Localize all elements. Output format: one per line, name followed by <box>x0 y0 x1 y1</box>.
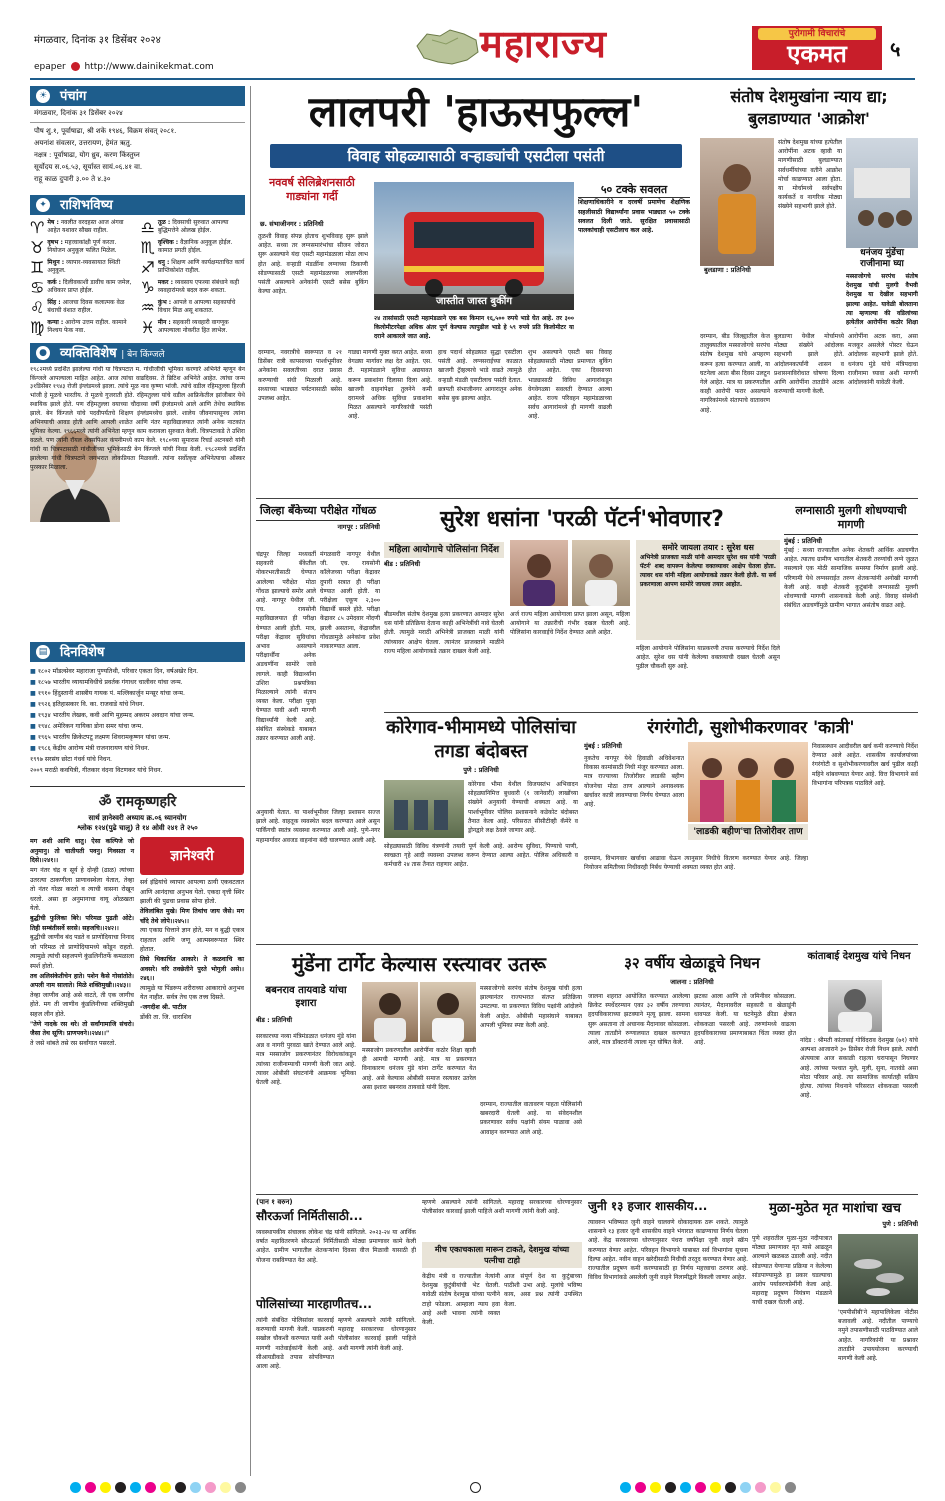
lead-col-4: हाच पदार्थ सोहळ्यात सुद्धा एसटीला पसंती आहे. लग्नसराईच्या काळात खाजगी ट्रॅव्हल्सचे भाडे वाढते त्यामुळे वऱ्हाडी मंडळी एसटीलाच पसंती देतात. छत्रपती संभाजीनगर आगारातून अनेक बसेस बुक झाल्या आहेत. <box>438 349 522 403</box>
obituary-headline: कांताबाई देशमुख यांचे निधन <box>807 951 911 962</box>
river-byline: पुणे : प्रतिनिधी <box>882 1220 918 1228</box>
lead-col-1: तुळशी विवाह संपन्न होताच शुभविवाह सुरू झाले आहेत. सध्या तर लग्नसमारंभांचा सीजन जोरात सुरू असल्याने यंदा एसटी महामंडळाला मोठा लाभ होत आहे. वऱ्हाडी मंडळींना लग्नाच्या ठिकाणी सोडण्यासाठी एसटी महामंडळाच्या लालपरीला पसंती असल्याने अनेकांनी एसटी बसेस बुकिंग केल्या आहेत. <box>258 233 368 296</box>
lead-story <box>256 86 696 496</box>
epaper-label: epaper http://www.dainikekmat.com <box>34 62 214 72</box>
rashi-grid <box>30 215 245 337</box>
munde-col-4: दरम्यान, राज्यातील वातावरण पाहता पोलिसांनी खबरदारी घेतली आहे. या संवेदनशील प्रकरणावर सर्वच पक्षांनी संयम पाळावा असे आवाहन करण्यात आले आहे. <box>480 1101 582 1136</box>
wife-head: मीच एकाचकाला मारून टाकते, देशमुख यांच्या पत्नीचा टाहो <box>422 1242 582 1268</box>
munde-byline: बीड : प्रतिनिधी <box>256 1016 293 1024</box>
obituary <box>800 950 918 1190</box>
kantabai-photo <box>828 980 882 1032</box>
aries-icon: ♈ <box>30 217 45 237</box>
page-number: ५ <box>890 37 901 61</box>
munde-story <box>256 950 582 1190</box>
scorpio-icon: ♏ <box>140 237 155 257</box>
rashi-header: ✦ राशिभविष्य <box>30 195 245 215</box>
divider-h2 <box>384 712 918 713</box>
deshmukh-col-4: बुलडाणा येथील मोर्चामध्ये मोठ्या संख्येने आंदोलक सहभागी झाले होते. आंदोलनकर्त्यांनी शासन व प्रशासनाविरोधात घोषणा दिल्या आणि आरोपींना तातडीने अटक करण्याची मागणी केली. <box>774 333 844 396</box>
person-header: ● व्यक्तिविशेष | बेन किंग्जले <box>30 343 245 363</box>
rk-title: ॐ रामकृष्णहरि <box>98 793 177 810</box>
player-col-1: जालना शहरात आयोजित करण्यात आलेल्या क्रिकेट स्पर्धेदरम्यान एका ३२ वर्षीय तरुणाचा हृदयविकाराच्या झटक्याने मृत्यू झाला. सामना सुरू असताना तो अचानक मैदानावर कोसळला. त्याला तातडीने रुग्णालयात दाखल करण्यात आले, मात्र डॉक्टरांनी त्याला मृत घोषित केले. <box>588 993 690 1047</box>
rashi-item: ♏ वृश्चिक : वैज्ञानिक अनुकूल होईल. कामात प्रगती होईल. <box>140 237 233 257</box>
list-item: १९९७ सरसंघ छोटा गंधर्व यांचे निधन. <box>30 755 113 763</box>
munde-side: बबनराव तायवाडे यांचा इशारा <box>265 985 347 1009</box>
prajakta-photo <box>510 540 568 606</box>
dead-fish-photo <box>838 1234 918 1304</box>
gemini-icon: ♊ <box>30 257 45 277</box>
ramkrishna-box: ॐ रामकृष्णहरि सार्थ ज्ञानेश्वरी अध्याय क्र.०६ ध्यानयोग श्लोक १२४(पुढे चालू) ते १४ ओवी २४१ ते २५० मग शशी आणि धातु। ऐसा कल्पिजे जो अनुमानु। तो चातीयती पवनु। गिवसता न दिसे।।२४१।। मग नंतर चंद्र व सूर्य हे दोन्ही (ढाळ) त्यांच्या उतरत्या ठाकणीला प्राणावस्थेला येतात, तेव्हा तो नंतर गोळा करतो व त्याची वासना रोखून धरतो. असा हा अनुमानाचा वायू ओळखता येतो. बुद्धीची फुलिका बिरे। परिमळ पुढती ओटे। तिही सम्बंतीसर्वे सरसे। सहजचि।।२४२।। बुद्धीची जाणीव बंद पडते व प्राणोदियाचा निनाद जो परिमळ तो प्राणोदियामध्ये कोंडून राहतो. त्यामुळे त्यांची सहजपणे कुंडलिनीतर्फे कमळाला स्पर्श होतो. तव अलिसंकेतीचेन हाते। पशेन कैसे गोसांतोते। अपली नाम सालाते। मिळे शक्तिमुखी।।२४३।। तेव्हा जाणीव आहे असे वाटते, ती एक जागीच होते. मग ती जाणीव कुंडलिनीच्या शक्तिमुखी सहज लीन होते. "तेणे नादके रस थरे। तो सर्वांगामाजि संचरो। जैसा तेथ सूणि। प्राणपवने।।२४४।।" ते जसे थांबते तसे रस सर्वांगात पसरतो. ज्ञानेश्वरी सर्व इंद्रियांचे व्यापार आपल्या ठायी एकवटतात आणि आनंदाचा अनुभव येतो. एकदा वृत्ती स्थिर झाली की पुढचा प्रवास सोपा होतो. तेविलांबित मुखे। मिण तिथांच जाय जैसे। मग चाँदे तेथे लोपे।।२४५।। त्या एकाग्र चित्ताने ज्ञान होते, मन व बुद्धी एकत्र राहतात आणि जणू आत्मस्वरूपात स्थिर होतात. तिसे थिकाचिंत आकारे। ते कळवाचि का अवसरे। वरि तवछेतीने पुरते भोगुली असे।।२४६।। त्यामुळे या पिंडरूप शरीराच्या आकाराचे अनुभव येत नाहीत. सर्वत्र तेच एक तत्त्व दिसते. -जगदीश श्री. पाटील डोंकी ता. जि. धाराशिव <box>30 786 245 1266</box>
dinvishesh-list <box>30 662 245 776</box>
rk-sub2: श्लोक १२४(पुढे चालू) ते १४ ओवी २४१ ते २५० <box>77 823 198 832</box>
rashi-item: ♌ सिंह : आजचा दिवस कलात्मक वेळ बंधाची वंशात राहील. <box>30 297 125 317</box>
lead-deck: विवाह सोहळ्यासाठी वऱ्हाड्यांची एसटीला पसंती <box>270 144 682 168</box>
column-divider <box>250 86 251 1476</box>
virgo-icon: ♍ <box>30 317 45 337</box>
police-col-1: त्यांनी संबंधित पोलिसांवर कारवाई करण्याची मागणी केली. याप्रकरणी सखोल चौकशी करण्यात यावी अशी मागणी नातेवाईकांनी केली आहे. सीआयडीकडे तपास सोपविण्यात आला आहे. <box>256 1317 334 1371</box>
lead-byline: छ. संभाजीनगर : प्रतिनिधी <box>260 220 324 228</box>
cancer-icon: ♋ <box>30 277 45 297</box>
deshmukh-col-1: संतोष देशमुख यांच्या हत्येतील आरोपींना अटक व्हावी या मागणीसाठी बुलडाण्यात सर्वधर्मीयांच्या वतीने आक्रोश मोर्चा काढण्यात आला होता. या मोर्चामध्ये सर्वपक्षीय कार्यकर्ते व नागरिक मोठ्या संख्येने सहभागी झाले होते. <box>778 139 842 211</box>
brand-name: एकमत <box>787 40 847 69</box>
ladki-bahin-photo <box>688 742 808 822</box>
solar-col: व्यवस्थापकीय संचालक लोकेश चंद्र यांनी सांगितले. २०२३-२४ या आर्थिक वर्षात महावितरणने सौरऊर्जा निर्मितीसाठी मोठ्या प्रमाणावर कामे केली आहेत. ग्रामीण भागातील शेतकऱ्यांना दिवसा वीज मिळावी यासाठी ही योजना राबविण्यात येत आहे. <box>256 1229 416 1264</box>
rashi-item: ♒ कुंभ : आपले व आपल्या सहकार्याचे विचार मिळ असू शकतात. <box>140 297 236 317</box>
lead-ext: २४ तासांसाठी एसटी महामंडळाने एक बस किमान १६,५०० रुपये भाडे घेत आहे. तर ३०० किलोमीटरपेक्षा अधिक अंतर पूर्ण केल्यास त्यापुढील भाडे हे ५९ रुपये प्रति किलोमीटर या दराने आकारले जात आहे. <box>374 315 574 341</box>
lead-side-head: नववर्ष सेलिब्रेशनसाठी गाड्यांना गर्दी <box>269 176 355 203</box>
deshmukh-col-3: दरम्यान, बीड जिल्ह्यातील केज तालुक्यातील मस्साजोगचे सरपंच संतोष देशमुख यांचे अपहरण करून हत्या करण्यात आली, या घटनेला आता बीस दिवस उलटून गेले आहेत. मात्र या प्रकरणातील काही आरोपी फरार असल्याने नागरिकांमध्ये संतापाचे वातावरण आहे. <box>700 333 770 414</box>
list-item: ■ १९३४ भारतीय लेखक, कवी आणि मुहम्मद अकरम अवदान यांचा जन्म. <box>30 711 195 719</box>
dinvishesh-header: ▤ दिनविशेष <box>30 642 245 662</box>
rangoti-col-2: निवासस्थान आदीवरील खर्च कमी करण्याचे निर्देश देण्यात आले आहेत. शासकीय कार्यालयांच्या रंगरंगोटी व सुशोभीकरणावरील खर्च पुढील काही महिने थांबवण्यात येणार आहे. वित्त विभागाने सर्व विभागांना परिपत्रक पाठविले आहे. <box>812 743 918 787</box>
koregaon-continued <box>256 808 380 938</box>
rashi-item: ♎ तूळ : दिवसाची सुरुवात आपल्या बुद्धिमत्तेने ओलख होईल. <box>140 217 229 237</box>
koregaon-headline: कोरेगाव-भीमामध्ये पोलिसांचा तगडा बंदोबस्त <box>386 717 576 762</box>
deshmukh-col-5: आरोपींना अटक करा, असा मजकूर असलेले पोस्टर घेऊन आंदोलक सहभागी झाले होते. धनंजय मुंडे यांचे मंत्रिपदाचा राजीनामा घ्यावा अशी मागणी आंदोलकांनी यावेळी केली. <box>848 333 918 387</box>
list-item: ■ १९१० हिंदुस्तानी शास्त्रीय गायक पं. मल्लिकार्जुन मन्सूर यांचा जन्म. <box>30 689 185 697</box>
issue-date: मंगळवार, दिनांक ३१ डिसेंबर २०२४ <box>34 35 161 46</box>
pisces-icon: ♓ <box>140 317 155 337</box>
dhas-col-1: बीडमधील संतोष देशमुख हत्या प्रकरणात आमदार सुरेश धस यांनी प्रतिक्रिया देताना काही अभिनेत्रींची नावे घेतली होती. त्यामुळे मराठी अभिनेत्री प्राजक्ता माळी यांनी त्यांच्यावर आक्षेप घेतला. त्यानंतर प्राजक्ताने माळीने राज्य महिला आयोगाकडे तक्रार दाखल केली आहे. <box>384 611 504 655</box>
deshmukh-story <box>700 86 918 496</box>
list-item: २००९ मराठी कवयित्री, गीतकार वंदना विटणकर यांचे निधन. <box>30 766 163 774</box>
divider-h3 <box>256 944 918 945</box>
munde-headline: मुंडेंना टार्गेट केल्यास रस्त्यावर उतरू <box>292 952 546 976</box>
vehicles-col: त्यावरुन भविष्यात जुनी वाहने चालवणे धोकादायक ठरू शकते. त्यामुळे शासनाने १३ हजार जुनी शासकीय वाहने भंगारात काढण्याचा निर्णय घेतला आहे. केंद्र सरकारच्या धोरणानुसार पंधरा वर्षांपेक्षा जुनी वाहने स्क्रॅप करण्यात येणार आहेत. परिवहन विभागाने याबाबत सर्व विभागांना सूचना दिल्या आहेत. नवीन वाहन खरेदीसाठी निधीची तरतूद करण्यात येणार आहे. राज्यातील प्रदूषण कमी करण्यासाठी हा निर्णय महत्त्वाचा ठरणार आहे. विविध विभागांकडे असलेली जुनी वाहने निलामीद्वारे विकली जाणार आहेत. <box>588 1219 748 1282</box>
rashi-item: ♈ मेष : नवलीत वरदहस्त आज अंगवा आहेत यशावर सौख्य राहील. <box>30 217 124 237</box>
bank-col-1: चंद्रपूर जिल्हा मध्यवर्ती सहकारी बँकेतील नोकरभरतीसाठी घेण्यात आलेल्या परीक्षेत मोठा गोंधळ झाल्याचे समोर आले आहे. नागपूर येथील जी. एच. रायसोनी महाविद्यालयात ही परीक्षा घेण्यात आली होती. मात्र, परीक्षा केंद्रावर सुविधांचा अभाव असल्याने परीक्षार्थींना अनेक अडचणींना सामोरे जावे लागले. काही विद्यार्थ्यांना उशिरा प्रश्नपत्रिका मिळाल्याने त्यांनी संताप व्यक्त केला. परीक्षा पुन्हा घेण्यात यावी अशी मागणी विद्यार्थ्यांनी केली आहे. संबंधित संस्थेकडे याबाबत तक्रार करण्यात आली आहे. <box>256 551 316 743</box>
deshmukh-headline: संतोष देशमुखांना न्याय द्या; बुलडाण्यात 'आक्रोश' <box>730 87 888 128</box>
libra-icon: ♎ <box>140 217 155 237</box>
player-byline: जालना : प्रतिनिधी <box>670 978 714 986</box>
munde-col-2: मस्साजोग प्रकरणातील आरोपींना कठोर शिक्षा व्हावी ही आमची मागणी आहे. मात्र या प्रकरणात विनाकारण धनंजय मुंडे यांना टार्गेट करण्यात येत आहे. असे केल्यास ओबीसी समाज रस्त्यावर उतरेल असा इशारा बबनराव तायवाडे यांनी दिला. <box>362 1047 476 1091</box>
player-death-story <box>588 950 796 1190</box>
list-item: सूर्योदय स.०६.५३, सूर्यास्त सायं.०६.४१ वा. <box>34 162 143 171</box>
st-bus-photo <box>374 182 574 310</box>
river-col-2: 'एमपीसीबी'ने महापालिकेला नोटीस बजावली आहे. नदीतील पाण्याचे नमुने तपासणीसाठी पाठविण्यात आले आहेत. नागरिकांनी या प्रश्नावर तातडीने उपाययोजना करण्याची मागणी केली आहे. <box>838 1309 918 1363</box>
dhas-side: महिला आयोगाचे पोलिसांना निर्देश बीड : प्रतिनिधी <box>384 542 504 569</box>
map-icon <box>412 26 482 68</box>
leo-icon: ♌ <box>30 297 45 317</box>
deshmukh-col-2: मस्साजोगचे सरपंच संतोष देशमुख यांची मुलगी वैभवी देशमुख या देखील सहभागी झाल्या आहेत. यावेळी बोलताना त्या म्हणाल्या की वडिलांच्या हत्येतील आरोपींना कठोर शिक्षा <box>846 273 918 327</box>
brand-tagline: पुरोगामी विचारांचे <box>758 28 876 40</box>
koregaon-col-2: सोहळ्यासाठी विविध यंत्रणांनी तयारी पूर्ण केली आहे. आरोग्य सुविधा, पिण्याचे पाणी, स्वच्छता गृहे आदी व्यवस्था उपलब्ध करून देण्यात आल्या आहेत. पोलिस अधिकारी व कर्मचारी २४ तास तैनात राहणार आहेत. <box>384 843 578 869</box>
panchang-date: मंगळवार, दिनांक ३१ डिसेंबर २०२४ <box>30 106 245 123</box>
person-icon: ● <box>36 346 50 360</box>
dnyaneshwari-logo: ज्ञानेश्वरी <box>140 837 244 875</box>
rangoti-story <box>584 716 918 940</box>
munde-photo <box>420 982 476 1042</box>
rashi-item: ♓ मीन : सहकारी व्यवहारी वागणूक आपल्याला नोकरीत हित लाभेल. <box>140 317 229 337</box>
lead-col-3: गाड्या मागणी मुक्त करत आहेत. सध्या वेगळ्या मार्गावर लक्ष देत आहेत. एस. टी. महामंडळाने सुविधा अद्ययावत करून प्रवाशांना दिलासा दिला आहे. खाजगी वाहनांपेक्षा तुलनेने कमी दरामध्ये अधिक सुविधा प्रवाशांना मिळत असल्याने नागरिकांची पसंती आहे. <box>348 349 432 421</box>
header-rule <box>30 78 915 80</box>
list-item: पौष शु.१, पूर्वाषाढा, श्री शके १९४६, विक्रम संवत् २०८१. <box>34 126 177 135</box>
dhas-box: समोरे जायला तयार : सुरेश धस अभिनेत्री प्राजक्ता माळी यांनी आमदार सुरेश धस यांनी 'परळी पॅटर्न' शब्द वापरून केलेल्या वक्तव्यावर आक्षेप घेतला होता. त्यावर धस यांनी महिला आयोगाकडे तक्रार केली होती. या सर्व प्रकरणाला आपण सामोरे जायला तयार आहोत. <box>636 540 780 640</box>
sun-icon: ☀ <box>36 89 50 103</box>
police-head: पोलिसांच्या मारहाणीतच... <box>256 1297 372 1311</box>
divider-h1 <box>256 498 918 499</box>
river-col-1: पुणे शहरातील मुळा-मुठा नदीपात्रात मोठ्या प्रमाणावर मृत मासे आढळून आल्याने खळबळ उडाली आहे. नदीत सोडण्यात येणाऱ्या प्रक्रिया न केलेल्या सांडपाण्यामुळे हा प्रकार घडल्याचा आरोप पर्यावरणप्रेमींनी केला आहे. महाराष्ट्र प्रदूषण नियंत्रण मंडळाने याची दखल घेतली आहे. <box>752 1235 832 1307</box>
lead-headline: लालपरी 'हाऊसफुल्ल' <box>308 87 644 136</box>
divider-h4 <box>256 1194 918 1195</box>
vehicles-head: जुनी १३ हजार शासकीय... <box>588 1199 708 1213</box>
rashi-item: ♍ कन्या : आरोग्य उत्तम राहील. कामाने निश्चय फेक नवा. <box>30 317 127 337</box>
player-col-2: झटका आला आणि तो जमिनीवर कोसळला. त्यानंतर, मैदानावरील सहकारी व खेळाडूंनी धावपळ केली. या घटनेमुळे क्रीडा क्षेत्रात शोककळा पसरली आहे. तरुणांमध्ये वाढत्या हृदयविकाराच्या प्रमाणाबाबत चिंता व्यक्त होत आहे. <box>694 993 796 1047</box>
bride-search-story <box>784 504 918 709</box>
deshmukh-photo-cap: धनंजय मुंडेंचा राजीनामा घ्या <box>860 248 904 269</box>
list-item: ■ १८५७ भारतीय व्यायामविधीचे प्रवर्तक गंगाधर चालीवर यांचा जन्म. <box>30 678 183 686</box>
list-item: ■ १९६५ भारतीय क्रिकेटपटू लक्ष्मण शिवरामकृष्णन यांचा जन्म. <box>30 733 171 741</box>
list-item: अयनांश संवत्सर, उत्तरायण, हेमंत ऋतु. <box>34 138 132 147</box>
old-vehicles-story <box>588 1198 748 1476</box>
wife-col-1: केंद्रीय मंत्री व राज्यातील नेत्यांनी देशमुख कुटुंबीयांची भेट घेतली. यावेळी संतोष देशमुख यांच्या पत्नीने टाहो फोडला. आम्हाला न्याय हवा आहे अशी भावना त्यांनी व्यक्त केली. <box>422 1273 500 1327</box>
rangoti-byline: मुंबई : प्रतिनिधी <box>584 742 622 750</box>
panchang-header: ☀ पंचांग <box>30 86 245 106</box>
police-col-2: म्हणणे असल्याने त्यांनी सांगितले. महाराष्ट्र सरकारच्या धोरणानुसार पोलीसांवर कारवाई झाली पाहिजे अशी मागणी त्यांनी केली आहे. <box>338 1317 416 1352</box>
brand-box <box>752 26 882 70</box>
sagittarius-icon: ♐ <box>140 257 155 277</box>
bank-byline: नागपूर : प्रतिनिधी <box>337 523 380 531</box>
rangoti-col-1: नुकतेच नागपूर येथे हिवाळी अधिवेशनात विकास कामांसाठी निधी मंजूर करण्यात आला. मात्र राज्याच्या तिजोरीवर लाडकी बहीण योजनेचा मोठा ताण आल्याने अनावश्यक खर्चावर कात्री लावण्याचा निर्णय घेण्यात आला आहे. <box>584 755 684 809</box>
panchang-list <box>30 123 245 187</box>
sub-box: ५० टक्के सवलत शिक्षणाधिकारीने व दरवर्षी प्रमाणेच शैक्षणिक सहलीसाठी विद्यार्थ्यांना प्रवास भाड्यात ५० टक्के सवलत दिली जाते. सुरक्षित प्रवासासाठी पालकांचाही एसटीलाच कल आहे. <box>578 183 690 235</box>
rk-sub1: सार्थ ज्ञानेश्वरी अध्याय क्र.०६ ध्यानयोग <box>88 813 187 822</box>
bank-headline: जिल्हा बँकेच्या परीक्षेत गोंधळ <box>256 504 380 521</box>
list-item: ■ १८०२ मॉडल्सेवर महाराजा पुण्यतिथी, परिवार एकता दिन, वर्षअखेर दिन. <box>30 667 199 675</box>
bank-col-2: मंगळवारी नागपूर येथील जी. एच. रायसोनी कॉलेजच्या परीक्षा केंद्रावर दुपारी सत्रात ही परीक्षा घेण्यात आली होती. या परीक्षेला एकूण २,३०० विद्यार्थी बसले होते. परीक्षा केंद्रावर ८५ उमेदवार नोंदणी झाली असताना, केंद्रावरील गोंधळामुळे अनेकांना प्रवेश नाकारण्यात आला. <box>320 551 380 651</box>
masthead <box>0 0 945 80</box>
calendar-icon: ▤ <box>36 645 50 659</box>
dhas-photo <box>572 540 630 606</box>
print-color-bar <box>0 1478 945 1501</box>
section-title: महाराज्य <box>480 21 607 66</box>
lead-col-2: दरम्यान, नवरात्रीचे स्वरूपात व २१ डिसेंबर रात्री कापसाच्या पार्श्वभूमीवर अनेकांना सवलतीच्या दरात प्रवास करण्याची संधी मिळाली आहे. सध्याच्या भाड्यात पर्यटनासाठी बसेस उपलब्ध आहेत. <box>258 349 342 403</box>
koregaon-photo <box>384 780 464 838</box>
river-fish-story <box>752 1198 918 1476</box>
ladki-side: 'लाडकी बहीण'चा तिजोरीवर ताण <box>688 824 808 840</box>
river-head: मुळा-मुठेत मृत माशांचा खच <box>769 1201 901 1216</box>
left-column <box>30 86 245 1476</box>
rangoti-headline: रंगरंगोटी, सुशोभीकरणावर 'कात्री' <box>647 718 855 738</box>
rally-photo <box>846 138 918 248</box>
web-icon <box>71 62 80 71</box>
person-body: १९८२मध्ये प्रदर्शित झालेल्या गांधी या चित्रपटात म. गांधीजींची भूमिका करणारे अभिनेते म्हणून बेन किंग्जले आपल्याला माहित आहेत. आज त्यांचा वाढदिवस. ते ब्रिटिश अभिनेते आहेत. त्यांचा जन्म ३१डिसेंबर १९४३ रोजी इंग्लंडमध्ये झाला. त्यांचे मूळ नाव कृष्णा भांजी. त्यांचे वडील रहिमतुल्ला हिरजी भांजी हे मूळचे भारतीय. ते मूळचे गुजराती होते. रहिमतुल्ला यांचे वडील आफ्रिकेतील झांजीबार येथे स्थायिक झाले होते. पण रहिमतुल्ला वयाच्या चौदाव्या वर्षी इंग्लंडमध्ये आले आणि तेथेच स्थायिक झाले. बेन किंग्जले यांचे पदवीपर्यंतचे शिक्षण इंग्लंडमध्येच झाले. शालेय जीवनापासूनच त्यांना अभिनयाची आवड होती आणि आपली शाळेत आणि नंतर महाविद्यालयात त्यांनी अनेक नाटकांत भूमिका केल्या. १९६६मध्ये त्यांनी अभिनेता म्हणून काम करायला सुरुवात केली. चित्रपटाकडे ते उशिरा वळले. पण त्यांनी रॉयल शेक्सपिअर कंपनीमध्ये काम केले. १९८०च्या सुमारास रिचर्ड अटनबरो यांनी गांधी या चित्रपटासाठी गांधीजींच्या भूमिकेसाठी बेन किंग्जले यांची निवड केली. १९८२मध्ये प्रदर्शित झालेल्या गांधी चित्रपटाने जगभरात लोकप्रियता मिळवली. त्यांना सर्वोत्कृष्ट अभिनेत्याचा ऑस्कर पुरस्कार मिळाला. <box>30 366 245 628</box>
rashi-item: ♑ मकर : व्यवसाय एफव्या संबंधाने कही व्यवहारांमध्ये बदल करू शकता. <box>140 277 240 297</box>
bride-byline: मुंबई : प्रतिनिधी <box>784 537 822 545</box>
dhas-story <box>384 504 780 709</box>
aquarius-icon: ♒ <box>140 297 155 317</box>
list-item: ■ १९२६ इतिहासकार वि. का. राजवाडे यांचे निधन. <box>30 700 145 708</box>
list-item: राहू काळ दुपारी ३.०० ते ४.३० <box>34 174 111 183</box>
tayawade-photo <box>362 982 418 1042</box>
dhas-col-3: महिला आयोगाने पोलिसांना याप्रकरणी तपास करण्याचे निर्देश दिले आहेत. सुरेश धस यांनी केलेल्या वक्तव्याची दखल घेतली असून पुढील चौकशी सुरु आहे. <box>636 645 780 671</box>
bank-exam-story <box>256 504 380 804</box>
continued-stories <box>256 1198 582 1476</box>
koregaon-col-1: कोरेगाव भीमा येथील विजयस्तंभ अभिवादन सोहळ्यानिमित्त बुधवारी (१ जानेवारी) लाखोंच्या संख्येने अनुयायी येण्याची शक्यता आहे. या पार्श्वभूमीवर पोलिस प्रशासनाने कडेकोट बंदोबस्त तैनात केला आहे. परिसरात सीसीटीव्ही कॅमेरे व ड्रोनद्वारे लक्ष ठेवले जाणार आहे. <box>468 781 578 835</box>
protest-photo <box>700 138 774 266</box>
cont-col-3: म्हणणे असल्याने त्यांनी सांगितले. महाराष्ट्र सरकारच्या धोरणानुसार पोलीसांवर कारवाई झाली पाहिजे अशी मागणी त्यांनी केली आहे. <box>422 1199 582 1216</box>
solar-head: सौरऊर्जा निर्मितीसाठी... <box>256 1208 363 1223</box>
bride-col: मुंबई : सध्या राज्यातील अनेक शेतकरी आर्थिक अडचणीत आहेत. त्यातच ग्रामीण भागातील शेतकरी तरुणांची लग्ने जुळत नसल्याने एक मोठी सामाजिक समस्या निर्माण झाली आहे. परिणामी येथे लग्नसराईत तरुण शेतकऱ्यांनी अनोखी मागणी केली आहे. काही शेतकरी कुटुंबांनी लग्नासाठी मुलगी शोधण्याची मागणी शासनाकडे केली आहे. विवाह संस्थेशी संबंधित अडचणींमुळे ग्रामीण भागात असंतोष वाढत आहे. <box>784 547 918 610</box>
rashi-item: ♐ धनु : शिक्षण आणि कार्यक्षमताचित कार्य प्राप्तिकोशंत राहील. <box>140 257 245 277</box>
rashi-item: ♊ मिथुन : व्यापार-व्यवसायात स्थिती अनुकूल. <box>30 257 121 277</box>
lead-col-5: शुभ असल्याने एसटी बस विवाह सोहळ्यासाठी मोठ्या प्रमाणात बुकिंग होत आहेत. एका दिवसाच्या भाड्यासाठी विविध आगारांकडून वेगवेगळ्या सवलती देण्यात आल्या आहेत. राज्य परिवहन महामंडळाच्या सर्वच आगारांमध्ये ही मागणी वाढली आहे. <box>528 349 612 421</box>
koregaon-byline: पुणे : प्रतिनिधी <box>463 766 499 774</box>
koregaon-col-3: अनुयायी येतात. या पार्श्वभूमीवर जिल्हा प्रशासन सज्ज झाले आहे. वाहतूक व्यवस्थेत बदल करण्यात आले असून पार्किंगची स्वतंत्र व्यवस्था करण्यात आली आहे. पुणे-नगर महामार्गावर अवजड वाहनांना बंदी घालण्यात आली आहे. <box>256 809 380 844</box>
koregaon-story <box>384 716 578 940</box>
cont-kicker: (पान १ वरुन) <box>256 1198 293 1206</box>
capricorn-icon: ♑ <box>140 277 155 297</box>
deshmukh-byline: बुलडाणा : प्रतिनिधी <box>704 266 751 274</box>
zodiac-icon: ✦ <box>36 198 50 212</box>
obituary-text: नांदेड : श्रीमती कांताबाई गोविंदराव देशमुख (७१) यांचे अल्पशा आजाराने ३० डिसेंबर रोजी निधन झाले. त्यांची अंत्ययात्रा आज सकाळी राहत्या घरापासून निघणार आहे. त्यांच्या पश्चात मुले, मुली, सुना, नातवंडे असा मोठा परिवार आहे. त्या सामाजिक कार्यातही सक्रिय होत्या. त्यांच्या निधनाने परिसरात शोककळा पसरली आहे. <box>800 1037 918 1100</box>
sub-head: ५० टक्के सवलत <box>578 182 690 198</box>
munde-col-1: सरकारच्या नव्या मंत्रिमंडळात धनंजय मुंडे यांना अन्न व नागरी पुरवठा खाते देण्यात आले आहे. मात्र मस्साजोग प्रकरणानंतर विरोधकांकडून त्यांच्या राजीनाम्याची मागणी केली जात आहे. त्यावर ओबीसी संघटनांनी आक्रमक भूमिका घेतली आहे. <box>256 1033 356 1087</box>
list-item: ■ १९८६ केंद्रीय आरोग्य मंत्री राजनारायण यांचे निधन. <box>30 744 150 752</box>
rashi-item: ♋ कर्क : दिलीवकाशी डावीच काम जमेल, अधिकार प्राप्त होईल. <box>30 277 132 297</box>
wife-col-2: आज संपूर्ण देश या कुटुंबाच्या पाठीशी उभा आहे. मुलांचे भविष्य काय, असा प्रश्न त्यांनी उपस्थित केला. <box>504 1273 582 1308</box>
bride-headline: लग्नासाठी मुलगी शोधण्याची मागणी <box>784 504 918 535</box>
photo-caption: जास्तीत जास्त बुकींग <box>374 294 574 310</box>
list-item: ■ १९४८ अमेरिकन गायिका डोना समर यांचा जन्म. <box>30 722 144 730</box>
munde-col-3: मस्साजोगचे सरपंच संतोष देशमुख यांची हत्या झाल्यानंतर राज्यभरात संतप्त प्रतिक्रिया उमटल्या. या प्रकरणात विविध पक्षांनी आंदोलने केली आहेत. ओबीसी महासंघाने याबाबत आपली भूमिका स्पष्ट केली आहे. <box>480 985 582 1029</box>
rashi-item: ♉ वृषभ : महत्त्वाकांक्षी पूर्ण करता. नियोजन अनुकूल फलित मिळेल. <box>30 237 117 257</box>
dhas-col-2: अर्ज राज्य महिला आयोगाला प्राप्त झाला असून, महिला आयोगाने या तक्रारीची गंभीर दखल घेतली आहे. पोलिसांना कारवाईचे निर्देश देण्यात आले आहेत. <box>510 611 630 637</box>
website-link[interactable]: http://www.dainikekmat.com <box>84 62 214 72</box>
dhas-headline: सुरेश धसांना 'परळी पॅटर्न'भोवणार? <box>440 507 724 532</box>
list-item: नक्षत्र : पूर्वाषाढा, योग ध्रुव, करण किंस्तुघ्न <box>34 150 140 159</box>
taurus-icon: ♉ <box>30 237 45 257</box>
player-headline: ३२ वर्षीय खेळाडूचे निधन <box>624 954 760 972</box>
rangoti-col-3: दरम्यान, विभागवार खर्चाचा आढावा घेऊन त्यानुसार निधीचे वितरण करण्यात येणार आहे. जिल्हा नियोजन समितीच्या निधीवरही निर्बंध येण्याची शक्यता व्यक्त होत आहे. <box>584 855 808 872</box>
